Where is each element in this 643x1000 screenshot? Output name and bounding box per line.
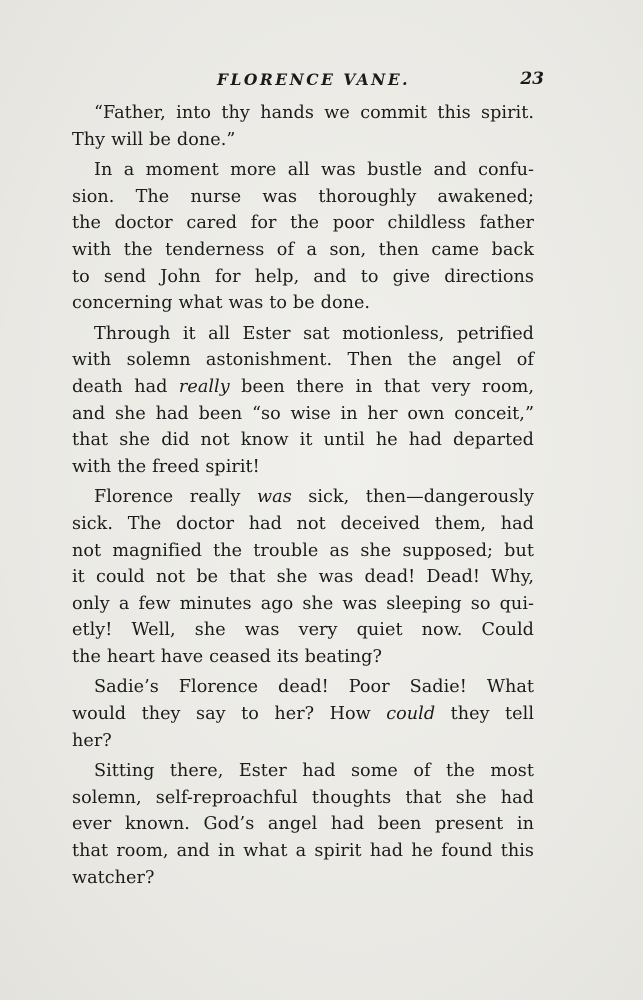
paragraph-1 xyxy=(72,100,534,153)
text-line: Through it all Ester sat motionless, petrified xyxy=(94,323,534,344)
text-line: the doctor cared for the poor childless father xyxy=(72,213,534,234)
text-line: solemn, self-reproachful thoughts that she had xyxy=(72,787,534,808)
text-line: Sitting there, Ester had some of the most xyxy=(94,761,534,782)
text-line: Thy will be done.” xyxy=(72,129,236,150)
text-line: that room, and in what a spirit had he found this xyxy=(72,841,534,862)
text-line: the heart have ceased its beating? xyxy=(72,646,382,667)
text-line: to send John for help, and to give directions xyxy=(72,266,534,287)
text-line: ever known. God’s angel had been present in xyxy=(72,814,534,835)
text-line: only a few minutes ago she was sleeping so qui- xyxy=(72,593,534,614)
running-header xyxy=(72,64,544,94)
text-line-with-emphasis xyxy=(72,701,534,728)
text-line: watcher? xyxy=(72,867,155,888)
text-segment: sick, then—dangerously xyxy=(291,487,535,508)
text-line: with solemn astonishment. Then the angel of xyxy=(72,350,534,371)
text-line: not magnified the trouble as she supposed; but xyxy=(72,540,534,561)
text-line-with-emphasis xyxy=(72,484,534,511)
emphasis: could xyxy=(386,704,436,725)
paragraph-3 xyxy=(72,321,534,481)
text-line: that she did not know it until he had departed xyxy=(72,430,534,451)
text-line: her? xyxy=(72,730,112,751)
text-line: concerning what was to be done. xyxy=(72,293,371,314)
text-line: Sadie’s Florence dead! Poor Sadie! What xyxy=(94,677,534,698)
text-segment: they tell xyxy=(435,704,534,725)
paragraph-6 xyxy=(72,758,534,891)
running-title: FLORENCE VANE. xyxy=(217,70,411,89)
text-line: with the freed spirit! xyxy=(72,456,260,477)
text-segment: death had xyxy=(72,376,179,397)
text-line: and she had been “so wise in her own conceit,” xyxy=(72,403,534,424)
text-line-with-emphasis xyxy=(72,374,534,401)
text-line: with the tenderness of a son, then came back xyxy=(72,239,534,260)
text-line: “Father, into thy hands we commit this spirit. xyxy=(94,103,534,123)
paragraph-2 xyxy=(72,157,534,317)
emphasis: was xyxy=(257,487,292,508)
text-segment: would they say to her? How xyxy=(72,704,387,725)
paragraph-4 xyxy=(72,484,534,670)
page-number: 23 xyxy=(520,69,544,89)
text-line: it could not be that she was dead! Dead! Why, xyxy=(72,567,534,588)
text-line: In a moment more all was bustle and confu- xyxy=(94,160,534,181)
paragraph-5 xyxy=(72,674,534,754)
emphasis: really xyxy=(178,376,230,397)
body-text xyxy=(72,100,534,895)
text-line: sion. The nurse was thoroughly awakened; xyxy=(72,186,534,207)
text-segment: Florence really xyxy=(94,487,258,508)
text-line: etly! Well, she was very quiet now. Could xyxy=(72,620,534,641)
text-line: sick. The doctor had not deceived them, had xyxy=(72,513,534,534)
text-segment: been there in that very room, xyxy=(229,376,534,397)
